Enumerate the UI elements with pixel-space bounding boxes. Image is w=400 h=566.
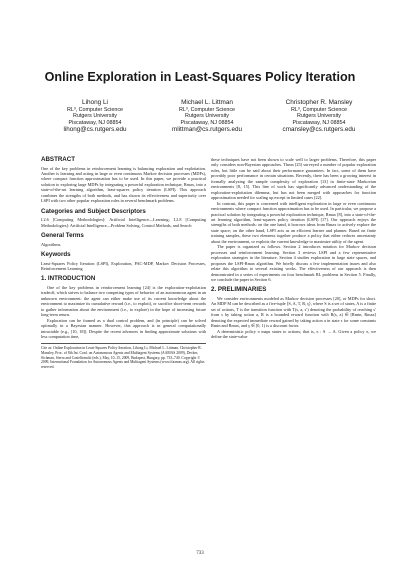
author-affiliation: RL³, Computer Science — [178, 106, 236, 113]
keywords-text: Least-Squares Policy Iteration (LSPI), Exploration, PAC-MDP, Markov Decision Processes, Reinforcement Learning — [41, 260, 206, 271]
left-column — [41, 156, 206, 370]
abstract-text: One of the key problems in reinforcement learning is balancing exploration and exploitation. Another is learning and acting in large or even continuous Markov decision processes (MDPs), where compact function approximation has to be used. In this paper, we provide a practical solution to exploring large MDPs by integrating a powerful exploration technique, Rmax, into a state-of-the-art learning algorithm, least-squares policy iteration (LSPI). This approach combines the strengths of both methods, and has shown its effectiveness and superiority over LSPI with two other popular exploration rules in several benchmark problems. — [41, 165, 206, 204]
copyright-footnote: Cite as: Online Exploration in Least-Squares Policy Iteration, Lihong Li, Michael L. Littman, Christopher R. Mansley, Proc. of 8th Int. Conf. on Autonomous Agents and Multiagent Systems (AAMAS 2009), Decker, Sichman, Sierra and Castelfranchi (eds.), May, 10–15, 2009, Budapest, Hungary, pp. 733–740. Copyright © 2009, International Foundation for Autonomous Agents and Multiagent Systems (www.ifaamas.org). All rights reserved. — [41, 343, 206, 369]
author-2 — [154, 99, 260, 134]
author-name: Christopher R. Mansley — [285, 99, 353, 106]
body-paragraph: In contrast, this paper is concerned with intelligent exploration in large or even continuous environments where compact function approximation has to be used. In particular, we propose a practical solution by integrating a powerful exploration technique, Rmax [8], into a state-of-the-art learning algorithm, least-squares policy iteration (LSPI) [17]. Our approach enjoys the strengths of both methods: on the one hand, it borrows ideas from Rmax to actively explore the state space; on the other hand, LSPI acts as an efficient learner and planner. Based on finite training samples, these two elements together produce a policy that either reduces uncertainty about the environment, or exploits the current knowledge to maximize utility of the agent. — [211, 200, 376, 244]
author-block — [42, 99, 372, 134]
body-paragraph: these techniques have not been shown to scale well to larger problems. Therefore, this paper only considers non-Bayesian approaches. Thrun [25] surveyed a number of popular exploration rules, but little can be said about their performance guarantees. In fact, some of them have provably poor performance in certain situations. Recently, there has been a growing interest in formally analyzing the sample complexity of exploration [13] in finite-state Markovian environments [8, 15]. This line of work has significantly advanced understanding of the exploration-exploitation dilemma, but has not been merged with approaches for function approximation needed for scaling up except in limited cases [22]. — [211, 157, 376, 201]
author-affiliation: Rutgers University — [72, 113, 118, 120]
author-email: mlittman@cs.rutgers.edu — [171, 126, 243, 134]
author-affiliation: Piscataway, NJ 08854 — [292, 119, 346, 126]
author-email: lihong@cs.rutgers.edu — [63, 126, 127, 134]
body-paragraph: The paper is organized as follows. Section 2 introduces notation for Markov decision processes and reinforcement learning. Section 3 reviews LSPI and a few representative exploration strategies in the literature. Section 4 studies exploration in large state spaces, and proposes the LSPI-Rmax algorithm. We briefly discuss a few implementation issues and also relate this algorithm to several existing works. The effectiveness of our approach is then demonstrated in a series of experiments on four benchmark RL problems in Section 5. Finally, we conclude the paper in Section 6. — [211, 244, 376, 282]
introduction-paragraph: Exploration can be framed as a dual control problem, and (in principle) can be solved optimally in a Bayesian manner. However, this approach is in general computationally intractable (e.g., [10, 18]). Despite the recent advances in finding approximate solutions with less computation time, — [41, 317, 206, 340]
introduction-paragraph: One of the key problems in reinforcement learning [24] is the exploration-exploitation tradeoff, which strives to balance two competing types of behavior of an autonomous agent in an unknown environment: the agent can either make use of its current knowledge about the environment to maximize its cumulative reward (i.e., to exploit), or sacrifice short-term rewards to gather information about the environment (i.e., to explore) in the hope of increasing future long-term return. — [41, 284, 206, 318]
author-affiliation: RL³, Computer Science — [66, 106, 124, 113]
preliminaries-paragraph: A deterministic policy π maps states to actions; that is, π : S → A. Given a policy π, we define the state-value — [211, 328, 376, 340]
author-affiliation: RL³, Computer Science — [290, 106, 348, 113]
author-3 — [266, 99, 372, 134]
keywords-heading: Keywords — [41, 251, 71, 259]
preliminaries-paragraph: We consider environments modeled as Markov decision processes [20], or MDPs for short. An MDP M can be described as a five-tuple ⟨S, A, T, R, γ⟩, where S is a set of states, A is a finite set of actions, T is the transition function with T(s, a, s′) denoting the probability of reaching s′ from s by taking action a, R is a bounded reward function with R(s, a) ∈ [Rmin, Rmax] denoting the expected immediate reward gained by taking action a in state s for some constants Rmin and Rmax, and γ ∈ [0, 1) is a discount factor. — [211, 295, 376, 329]
categories-heading: Categories and Subject Descriptors — [41, 207, 146, 215]
author-name: Michael L. Littman — [181, 99, 233, 106]
right-column — [211, 157, 376, 340]
categories-text: I.2.6 [Computing Methodologies]: Artificial Intelligence—Learning; I.2.8 [Computing Methodologies]: Artificial Intelligence—Problem Solving, Control Methods, and Search — [41, 217, 206, 228]
preliminaries-heading: 2. PRELIMINARIES — [211, 286, 267, 294]
author-affiliation: Rutgers University — [184, 113, 230, 120]
introduction-heading: 1. INTRODUCTION — [41, 275, 96, 283]
terms-text: Algorithms — [41, 241, 61, 247]
author-name: Lihong Li — [82, 99, 108, 106]
terms-heading: General Terms — [41, 232, 84, 240]
author-affiliation: Piscataway, NJ 08854 — [68, 119, 122, 126]
paper-title: Online Exploration in Least-Squares Policy Iteration — [44, 70, 356, 84]
author-affiliation: Rutgers University — [296, 113, 342, 120]
page-number: 733 — [196, 551, 204, 556]
author-email: cmansley@cs.rutgers.edu — [282, 126, 356, 134]
author-1 — [42, 99, 148, 134]
author-affiliation: Piscataway, NJ 08854 — [180, 119, 234, 126]
abstract-heading: ABSTRACT — [41, 156, 76, 163]
